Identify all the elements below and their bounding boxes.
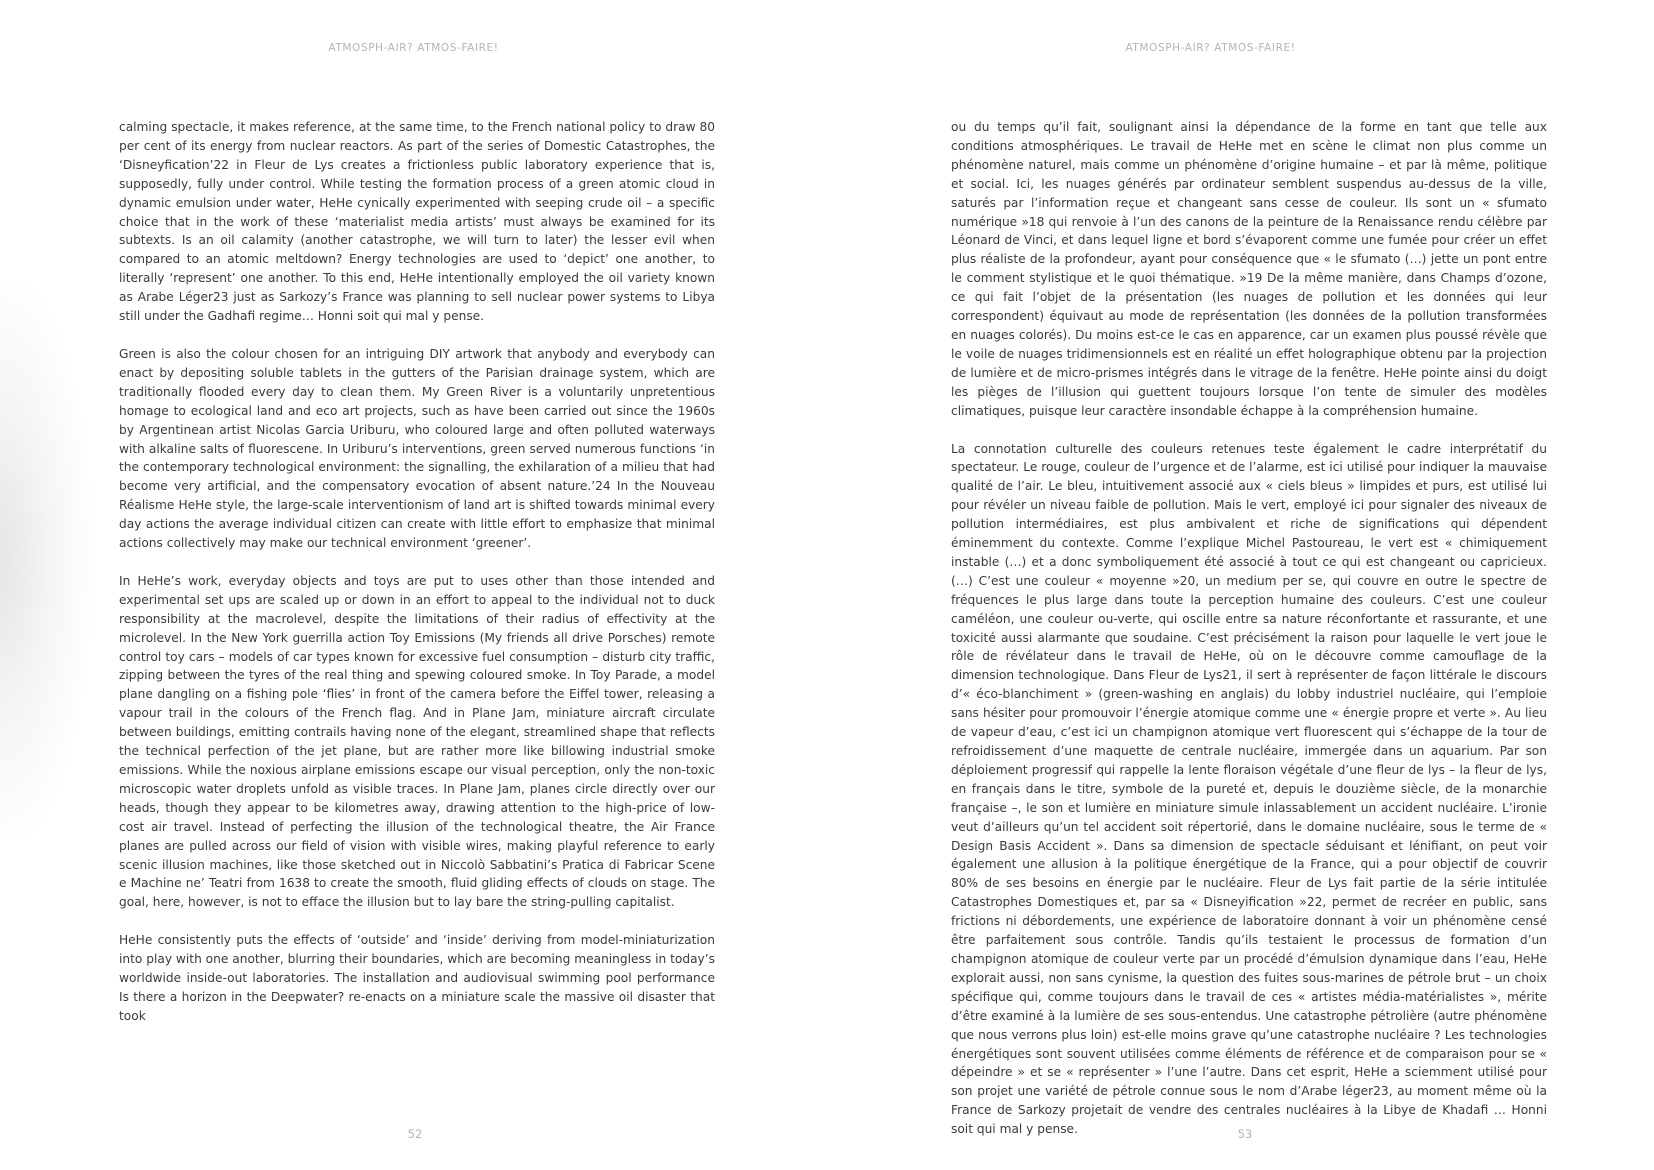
page-edge-shadow — [0, 280, 90, 840]
paragraph: ou du temps qu’il fait, soulignant ainsi la dépendance de la forme en tant que telle aux conditions atmosphériques. Le travail de HeHe met en scène le climat non plus comme un phénomène naturel, mais comme un phénomène d’origine humaine – et par là même, politique et social. Ici, les nuages générés par ordinateur semblent suspendus au-dessus de la ville, saturés par l’information reçue et changeant sans cesse de couleur. Ils sont un « sfumato numérique »18 qui renvoie à l’un des canons de la peinture de la Renaissance rendu célèbre par Léonard de Vinci, et dans lequel ligne et bord s’évaporent comme une fumée pour créer un effet plus réaliste de la profondeur, ayant pour conséquence que « le sfumato (…) jette un pont entre le comment stylistique et le quoi thématique. »19 De la même manière, dans Champs d’ozone, ce qui fait l’objet de la présentation (les nuages de pollution et les données qui leur correspondent) équivaut au mode de représentation (les données de la pollution transformées en nuages colorés). Du moins est-ce le cas en apparence, car un examen plus poussé révèle que le voile de nuages tridimensionnels est en réalité un effet holographique obtenu par la projection de lumière et de micro-prismes intégrés dans le vitrage de la fenêtre. HeHe pointe ainsi du doigt les pièges de l’illusion qui guettent toujours lorsque l’on tente de simuler des modèles climatiques, puisque leur caractère insondable échappe à la compréhension humaine. — [951, 120, 1547, 418]
page-number: 53 — [1237, 1127, 1253, 1141]
running-head: ATMOSPH-AIR? ATMOS-FAIRE! — [328, 42, 499, 54]
paragraph: calming spectacle, it makes reference, at the same time, to the French national policy to draw 80 per cent of its energy from nuclear reactors. As part of the series of Domestic Catastrophes, the ‘Disneyfication’22 in Fleur de Lys creates a frictionless public laboratory experience that is, supposedly, fully under control. While testing the formation process of a green atomic cloud in dynamic emulsion under water, HeHe cynically experimented with seeping crude oil – a specific choice that in the work of these ‘materialist media artists’ must always be examined for its subtexts. Is an oil calamity (another catastrophe, we will turn to later) the lesser evil when compared to an atomic meltdown? Energy technologies are used to ‘depict’ one another, to literally ‘represent’ one another. To this end, HeHe intentionally employed the oil variety known as Arabe Léger23 just as Sarkozy’s France was planning to sell nuclear power systems to Libya still under the Gadhafi regime… Honni soit qui mal y pense. — [119, 120, 715, 324]
body-text — [119, 118, 715, 1045]
body-text — [951, 118, 1547, 1158]
right-page — [827, 0, 1654, 1170]
page-number: 52 — [407, 1127, 423, 1141]
paragraph: In HeHe’s work, everyday objects and toys are put to uses other than those intended and experimental set ups are scaled up or down in an effort to appeal to the individual not to duck responsibility at the macrolevel, despite the limitations of their radius of effectivity at the microlevel. In the New York guerrilla action Toy Emissions (My friends all drive Porsches) remote control toy cars – models of car types known for excessive fuel consumption – disturb city traffic, zipping between the tyres of the real thing and spewing coloured smoke. In Toy Parade, a model plane dangling on a fishing pole ‘flies’ in front of the camera before the Eiffel tower, releasing a vapour trail in the colours of the French flag. And in Plane Jam, miniature aircraft circulate between buildings, emitting contrails having none of the elegant, streamlined shape that reflects the technical perfection of the jet plane, but are rather more like billowing industrial smoke emissions. While the noxious airplane emissions escape our visual perception, only the non-toxic microscopic water droplets unfold as visible traces. In Plane Jam, planes circle directly over our heads, though they appear to be kilometres away, drawing attention to the high-price of low-cost air travel. Instead of perfecting the illusion of the technological theatre, the Air France planes are pulled across our field of vision with visible wires, making playful reference to early scenic illusion machines, like those sketched out in Niccolò Sabbatini’s Pratica di Fabricar Scene e Machine ne’ Teatri from 1638 to create the smooth, fluid gliding effects of clouds on stage. The goal, here, however, is not to efface the illusion but to lay bare the string-pulling capitalist. — [119, 573, 715, 910]
running-head: ATMOSPH-AIR? ATMOS-FAIRE! — [1125, 42, 1296, 54]
paragraph: La connotation culturelle des couleurs retenues teste également le cadre interprétatif du spectateur. Le rouge, couleur de l’urgence et de l’alarme, est ici utilisé pour indiquer la mauvaise qualité de l’air. Le bleu, intuitivement associé aux « ciels bleus » limpides et purs, est utilisé lui pour révéler un niveau faible de pollution. Mais le vert, employé ici pour signaler des niveaux de pollution intermédiaires, est plus ambivalent et riche de significations qui dépendent éminemment du contexte. Comme l’explique Michel Pastoureau, le vert est « chimiquement instable (…) et a donc symboliquement été associé à tout ce qui est changeant ou capricieux. (…) C’est une couleur « moyenne »20, un medium per se, qui couvre en outre le spectre de fréquences le plus large dans toute la perception humaine des couleurs. C’est une couleur caméléon, une couleur ou-verte, qui oscille entre sa nature réconfortante et rassurante, et une toxicité aussi alarmante que soudaine. C’est précisément la raison pour laquelle le vert joue le rôle de révélateur dans le travail de HeHe, où on le découvre comme camouflage de la dimension technologique. Dans Fleur de Lys21, il sert à représenter de façon littérale le discours d’« éco-blanchiment » (green-washing en anglais) du lobby industriel nucléaire, qui l’emploie sans hésiter pour promouvoir l’énergie atomique comme une « énergie propre et verte ». Au lieu de vapeur d’eau, c’est ici un champignon atomique vert fluorescent qui s’échappe de la tour de refroidissement d’une maquette de centrale nucléaire, immergée dans un aquarium. Par son déploiement progressif qui rappelle la lente floraison végétale d’une fleur de lys – la fleur de lys, en français dans le titre, symbole de la pureté et, depuis le douzième siècle, de la monarchie française –, le son et lumière en miniature simule inlassablement un accident nucléaire. L’ironie veut d’ailleurs qu’un tel accident soit répertorié, dans le domaine nucléaire, sous le terme de « Design Basis Accident ». Dans sa dimension de spectacle séduisant et lénifiant, on peut voir également une allusion à la politique énergétique de la France, qui a pour objectif de couvrir 80% de ses besoins en énergie par le nucléaire. Fleur de Lys fait partie de la série intitulée Catastrophes Domestiques et, par sa « Disneyification »22, permet de recréer en public, sans frictions ni débordements, une expérience de laboratoire donnant à voir un phénomène censé être parfaitement sous contrôle. Tandis qu’ils testaient le processus de formation d’un champignon atomique de couleur verte par un procédé d’émulsion dynamique dans l’eau, HeHe explorait aussi, non sans cynisme, la question des fuites sous-marines de pétrole brut – un choix spécifique qui, comme toujours dans le travail de ces « artistes média-matérialistes », mérite d’être examiné à la lumière de ses sous-entendus. Une catastrophe pétrolière (autre phénomène que nous verrons plus loin) est-elle moins grave qu’une catastrophe nucléaire ? Les technologies énergétiques sont souvent utilisées comme éléments de référence et de comparaison pour se « dépeindre » et se « représenter » l’une l’autre. Dans cet esprit, HeHe a sciemment utilisé pour son projet une variété de pétrole connue sous le nom d’Arabe léger23, au moment même où la France de Sarkozy projetait de vendre des centrales nucléaires à la Libye de Khadafi … Honni soit qui mal y pense. — [951, 441, 1547, 1137]
paragraph: Green is also the colour chosen for an intriguing DIY artwork that anybody and everybody can enact by depositing soluble tablets in the gutters of the Parisian drainage system, which are traditionally flooded every day to clean them. My Green River is a voluntarily unpretentious homage to ecological land and eco art projects, such as have been carried out since the 1960s by Argentinean artist Nicolas Garcia Uriburu, who coloured large and often polluted waterways with alkaline salts of fluorescene. In Uriburu’s interventions, green served numerous functions ‘in the contemporary technological environment: the signalling, the exhilaration of a milieu that had become very artificial, and the compensatory evocation of absent nature.’24 In the Nouveau Réalisme HeHe style, the large-scale interventionism of land art is shifted towards minimal every day actions the average individual citizen can create with little effort to emphasize that minimal actions collectively may make our technical environment ‘greener’. — [119, 346, 715, 551]
paragraph: HeHe consistently puts the effects of ‘outside’ and ‘inside’ deriving from model-miniaturization into play with one another, blurring their boundaries, which are becoming meaningless in today’s worldwide inside-out laboratories. The installation and audiovisual swimming pool performance Is there a horizon in the Deepwater? re-enacts on a miniature scale the massive oil disaster that took — [119, 933, 715, 1023]
